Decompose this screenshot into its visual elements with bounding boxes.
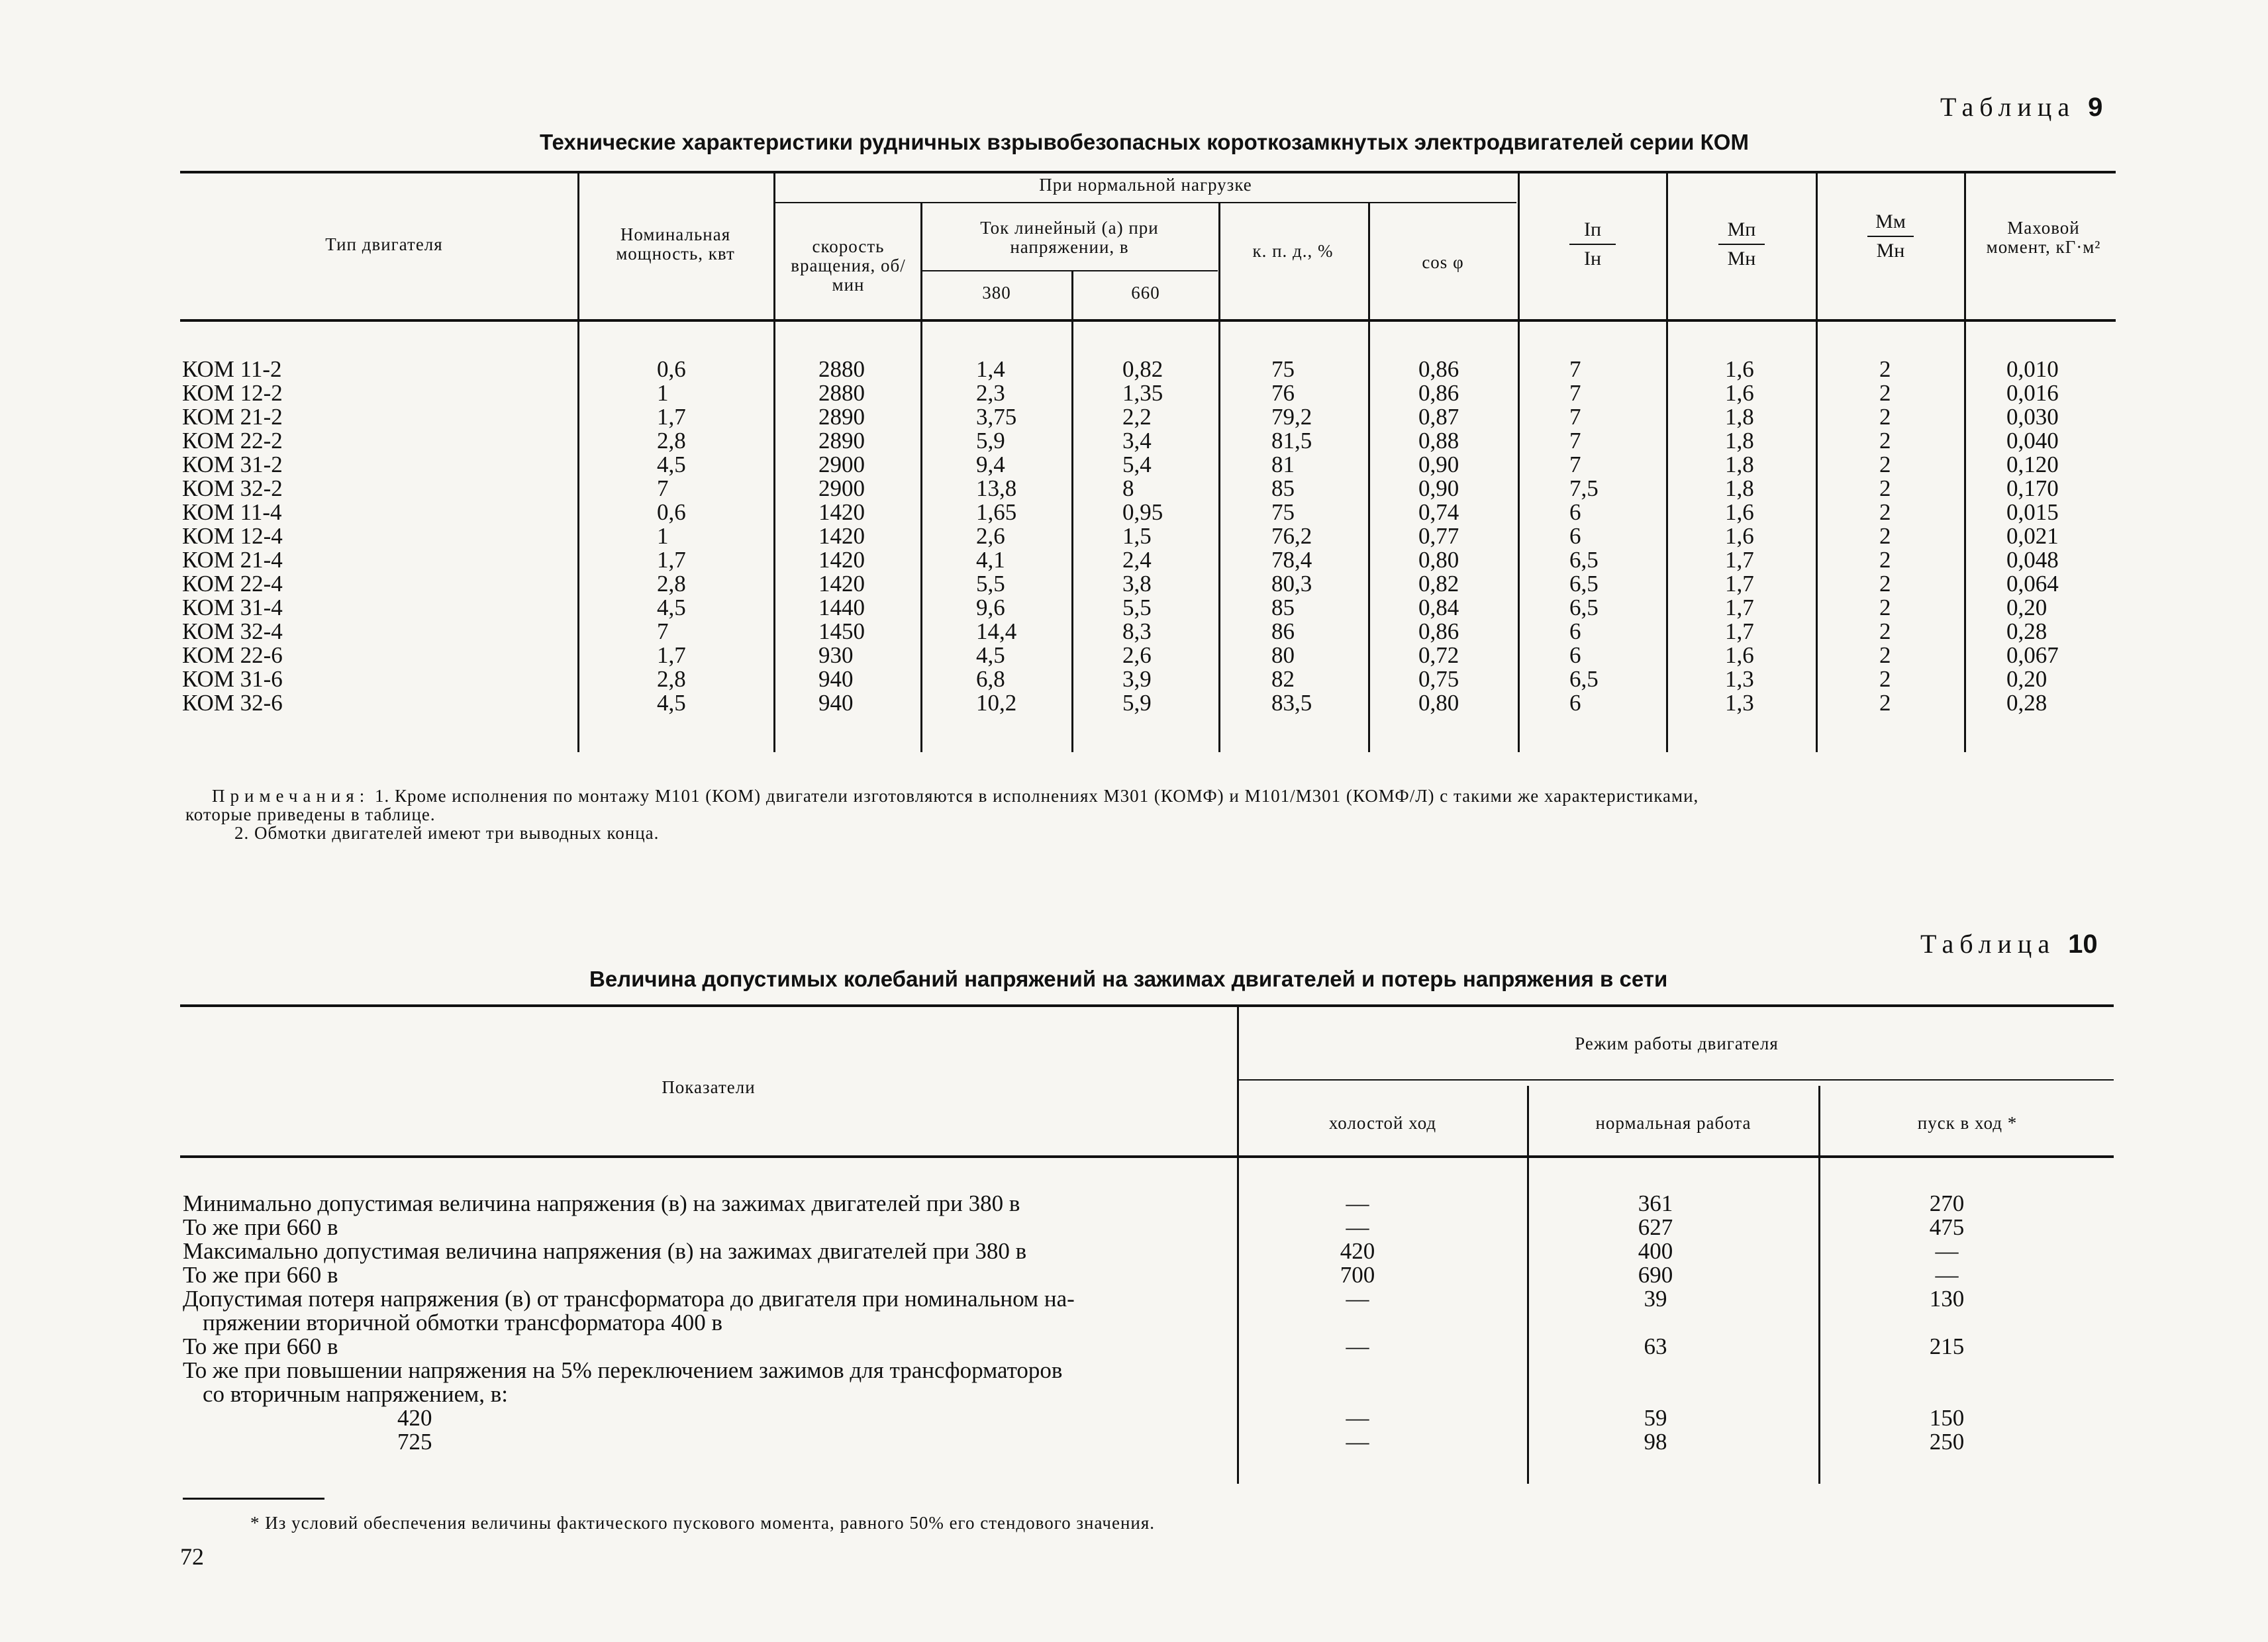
mp-denominator: Mн: [1727, 248, 1756, 269]
col-current-660-value: 0,95: [1122, 499, 1163, 525]
col-efficiency-value: 82: [1271, 666, 1295, 692]
table10-cell-start: 150: [1929, 1405, 1965, 1431]
table10-row-label: Допустимая потеря напряжения (в) от трансформатора до двигателя при номинальном на-: [183, 1286, 1075, 1312]
col-mm-mn-value: 2: [1879, 475, 1891, 501]
col-engine-type-value: КОМ 32-2: [182, 475, 283, 501]
col-current-380-value: 5,5: [976, 571, 1005, 597]
table10-cell-normal: 39: [1644, 1286, 1667, 1312]
table10-cell-normal: 400: [1638, 1238, 1673, 1264]
table10-cell-idle: —: [1346, 1405, 1369, 1431]
col-mp-mn-value: 1,7: [1725, 547, 1754, 573]
col-current-380-value: 14,4: [976, 618, 1017, 644]
col-flywheel-value: 0,20: [2006, 595, 2047, 620]
col-current-660-value: 2,6: [1122, 642, 1152, 668]
col-engine-type-value: КОМ 31-6: [182, 666, 283, 692]
note-1: 1. Кроме исполнения по монтажу М101 (КОМ) двигатели изготовляются в исполнениях М301 (КОМФ) и М101/М301 (КОМФ/Л) с такими же характеристиками,: [374, 786, 1699, 806]
col-current-660-value: 3,9: [1122, 666, 1152, 692]
col-flywheel-value: 0,015: [2006, 499, 2059, 525]
col-speed-value: 1420: [818, 499, 865, 525]
table10-row-label: со вторичным напряжением, в:: [203, 1381, 509, 1407]
col-engine-type-value: КОМ 22-6: [182, 642, 283, 668]
col-mp-mn-value: 1,6: [1725, 356, 1754, 382]
table10-cell-idle: —: [1346, 1286, 1369, 1312]
table9-top-rule: [180, 171, 2116, 173]
col-cos-phi-value: 0,90: [1418, 452, 1459, 477]
col-engine-type-value: КОМ 12-4: [182, 523, 283, 549]
col-flywheel-value: 0,28: [2006, 618, 2047, 644]
note-1-continued: которые приведены в таблице.: [185, 804, 436, 824]
col-mp-mn-value: 1,7: [1725, 571, 1754, 597]
table10-top-rule: [180, 1004, 2114, 1007]
col-mm-mn-value: 2: [1879, 404, 1891, 430]
table10-label-word: Таблица: [1920, 929, 2056, 959]
table10-cell-idle: —: [1346, 1429, 1369, 1455]
col-power-value: 4,5: [657, 595, 686, 620]
col-engine-type: [182, 358, 283, 715]
col-flywheel-value: 0,040: [2006, 428, 2059, 454]
col-efficiency-value: 85: [1271, 475, 1295, 501]
header-power: Номинальная мощность, квт: [616, 224, 735, 264]
header-mp-mn: [1685, 218, 1798, 270]
col-power-value: 4,5: [657, 690, 686, 716]
col-speed-value: 2890: [818, 428, 865, 454]
col-flywheel-value: 0,20: [2006, 666, 2047, 692]
col-engine-type-value: КОМ 21-2: [182, 404, 283, 430]
table9-vrule-2: [773, 173, 775, 752]
col-engine-type-value: КОМ 31-4: [182, 595, 283, 620]
table10-cell-normal: 59: [1644, 1405, 1667, 1431]
mp-numerator: Mп: [1727, 218, 1756, 240]
table10-cell-normal: 627: [1638, 1214, 1673, 1240]
col-efficiency-value: 81,5: [1271, 428, 1312, 454]
col-power-value: 0,6: [657, 499, 686, 525]
col-current-380-value: 5,9: [976, 428, 1005, 454]
table9-vrule-8: [1666, 173, 1668, 752]
col-mm-mn-value: 2: [1879, 642, 1891, 668]
col-engine-type-value: КОМ 22-2: [182, 428, 283, 454]
col-mm-mn-value: 2: [1879, 452, 1891, 477]
table10-title: Величина допустимых колебаний напряжений на зажимах двигателей и потерь напряжения в сети: [589, 967, 1668, 991]
table10-cell-idle: —: [1346, 1190, 1369, 1216]
table10-cell-start: 130: [1929, 1286, 1965, 1312]
table10-footnote: * Из условий обеспечения величины фактического пускового момента, равного 50% его стендового значения.: [250, 1513, 1156, 1533]
col-current-380-value: 2,6: [976, 523, 1005, 549]
col-mp-mn: [1725, 358, 1754, 715]
col-current-380-value: 4,1: [976, 547, 1005, 573]
table10-row-label: То же при 660 в: [183, 1262, 338, 1288]
col-ip-in-value: 6: [1569, 499, 1581, 525]
table10-cell-normal: 690: [1638, 1262, 1673, 1288]
table9-title: Технические характеристики рудничных взрывобезопасных короткозамкнутых электродвигателей серии КОМ: [540, 130, 1749, 154]
table9-normal-load-rule: [775, 202, 1516, 203]
col-current-660-value: 1,5: [1122, 523, 1152, 549]
col-power-value: 1,7: [657, 642, 686, 668]
col-speed-value: 930: [818, 642, 854, 668]
table9-label: [1940, 91, 2102, 122]
col-efficiency-value: 86: [1271, 618, 1295, 644]
header-v380: 380: [982, 283, 1011, 303]
col-flywheel-value: 0,28: [2006, 690, 2047, 716]
col-ip-in-value: 7: [1569, 404, 1581, 430]
col-cos-phi-value: 0,86: [1418, 618, 1459, 644]
col-current-660-value: 0,82: [1122, 356, 1163, 382]
col-efficiency-value: 80: [1271, 642, 1295, 668]
header-current: Ток линейный (а) при напряжении, в: [980, 218, 1159, 257]
table10-row-label: То же при 660 в: [183, 1214, 338, 1240]
col-flywheel-value: 0,064: [2006, 571, 2059, 597]
table10-label-number: 10: [2068, 930, 2098, 959]
col-ip-in-value: 7: [1569, 380, 1581, 406]
col-cos-phi-value: 0,86: [1418, 356, 1459, 382]
col-cos-phi-value: 0,88: [1418, 428, 1459, 454]
table10-cell-idle: —: [1346, 1333, 1369, 1359]
col-current-380-value: 1,4: [976, 356, 1005, 382]
table10-row-label: То же при повышении напряжения на 5% переключением зажимов для трансформаторов: [183, 1357, 1063, 1383]
table9-vrule-4: [1071, 271, 1073, 752]
col-power-value: 4,5: [657, 452, 686, 477]
table10-row-label: Минимально допустимая величина напряжения (в) на зажимах двигателей при 380 в: [183, 1190, 1020, 1216]
col-ip-in-value: 7: [1569, 356, 1581, 382]
notes-prefix: Примечания:: [212, 786, 370, 806]
col-speed-value: 1450: [818, 618, 865, 644]
col-cos-phi-value: 0,82: [1418, 571, 1459, 597]
col-power-value: 1: [657, 523, 669, 549]
col-mp-mn-value: 1,8: [1725, 428, 1754, 454]
col-ip-in-value: 6,5: [1569, 666, 1599, 692]
col-ip-in-value: 6,5: [1569, 571, 1599, 597]
ip-denominator: Iн: [1583, 248, 1602, 269]
col-mp-mn-value: 1,8: [1725, 452, 1754, 477]
col-cos-phi-value: 0,86: [1418, 380, 1459, 406]
col-power-value: 1,7: [657, 404, 686, 430]
table10-cell-start: 250: [1929, 1429, 1965, 1455]
table10-mode-rule: [1238, 1079, 2114, 1081]
col-mp-mn-value: 1,3: [1725, 690, 1754, 716]
table10-label: [1920, 928, 2098, 959]
col-current-660-value: 5,5: [1122, 595, 1152, 620]
col-current-660: [1122, 358, 1163, 715]
table10-row-label: 725: [397, 1429, 432, 1455]
col-mm-mn: [1879, 358, 1891, 715]
col-mm-mn-value: 2: [1879, 571, 1891, 597]
col-efficiency-value: 85: [1271, 595, 1295, 620]
table9-header-bottom-rule: [180, 319, 2116, 322]
col-speed-value: 2890: [818, 404, 865, 430]
table10-cell-idle: 700: [1340, 1262, 1375, 1288]
col-speed-value: 2900: [818, 475, 865, 501]
col-current-660-value: 3,4: [1122, 428, 1152, 454]
header-start: пуск в ход *: [1917, 1113, 2018, 1133]
col-efficiency-value: 76,2: [1271, 523, 1312, 549]
col-ip-in-value: 6: [1569, 618, 1581, 644]
col-engine-type-value: КОМ 12-2: [182, 380, 283, 406]
col-speed-value: 1420: [818, 571, 865, 597]
col-ip-in-value: 7,5: [1569, 475, 1599, 501]
col-cos-phi-value: 0,80: [1418, 690, 1459, 716]
col-flywheel-value: 0,170: [2006, 475, 2059, 501]
col-current-380-value: 9,6: [976, 595, 1005, 620]
col-engine-type-value: КОМ 31-2: [182, 452, 283, 477]
col-current-660-value: 8,3: [1122, 618, 1152, 644]
col-cos-phi-value: 0,84: [1418, 595, 1459, 620]
header-normal-operation: нормальная работа: [1595, 1113, 1751, 1133]
header-v660: 660: [1131, 283, 1160, 303]
col-cos-phi-value: 0,80: [1418, 547, 1459, 573]
col-speed-value: 2880: [818, 380, 865, 406]
header-flywheel: Маховой момент, кГ·м²: [1986, 218, 2101, 257]
table9-label-word: Таблица: [1940, 92, 2076, 122]
col-flywheel-value: 0,010: [2006, 356, 2059, 382]
col-efficiency-value: 83,5: [1271, 690, 1312, 716]
col-ip-in: [1569, 358, 1599, 715]
mm-numerator: Mм: [1875, 211, 1906, 232]
col-engine-type-value: КОМ 32-4: [182, 618, 283, 644]
col-cos-phi-value: 0,90: [1418, 475, 1459, 501]
col-current-380-value: 3,75: [976, 404, 1017, 430]
col-ip-in-value: 6,5: [1569, 595, 1599, 620]
col-power-value: 2,8: [657, 571, 686, 597]
page-number: 72: [180, 1543, 204, 1570]
table10-vrule-2: [1527, 1086, 1529, 1484]
col-power: [657, 358, 686, 715]
col-mp-mn-value: 1,6: [1725, 380, 1754, 406]
table10-cell-normal: 361: [1638, 1190, 1673, 1216]
col-mm-mn-value: 2: [1879, 618, 1891, 644]
col-ip-in-value: 6: [1569, 690, 1581, 716]
col-efficiency-value: 75: [1271, 356, 1295, 382]
col-mm-mn-value: 2: [1879, 666, 1891, 692]
table10-cell-start: 215: [1929, 1333, 1965, 1359]
header-speed: скорость вращения, об/мин: [791, 236, 906, 295]
header-indicators: Показатели: [662, 1077, 756, 1097]
col-mp-mn-value: 1,6: [1725, 523, 1754, 549]
col-mm-mn-value: 2: [1879, 356, 1891, 382]
col-cos-phi-value: 0,75: [1418, 666, 1459, 692]
col-cos-phi: [1418, 358, 1459, 715]
col-power-value: 1: [657, 380, 669, 406]
col-current-660-value: 3,8: [1122, 571, 1152, 597]
header-engine-type: Тип двигателя: [325, 234, 443, 254]
header-normal-load: При нормальной нагрузке: [1039, 175, 1252, 195]
header-mode: Режим работы двигателя: [1575, 1034, 1779, 1053]
col-mm-mn-value: 2: [1879, 380, 1891, 406]
col-power-value: 7: [657, 618, 669, 644]
col-mm-mn-value: 2: [1879, 523, 1891, 549]
col-current-380-value: 13,8: [976, 475, 1017, 501]
col-speed-value: 1420: [818, 523, 865, 549]
mm-denominator: Mн: [1876, 240, 1905, 262]
col-efficiency: [1271, 358, 1312, 715]
col-power-value: 1,7: [657, 547, 686, 573]
col-engine-type-value: КОМ 32-6: [182, 690, 283, 716]
table9-vrule-9: [1816, 173, 1818, 752]
table10-cell-start: 270: [1929, 1190, 1965, 1216]
table10-row-label: Максимально допустимая величина напряжения (в) на зажимах двигателей при 380 в: [183, 1238, 1027, 1264]
table10-cell-normal: 98: [1644, 1429, 1667, 1455]
col-speed: [818, 358, 865, 715]
col-engine-type-value: КОМ 11-4: [182, 499, 282, 525]
col-efficiency-value: 75: [1271, 499, 1295, 525]
col-current-660-value: 2,2: [1122, 404, 1152, 430]
col-mp-mn-value: 1,6: [1725, 499, 1754, 525]
col-flywheel-value: 0,048: [2006, 547, 2059, 573]
table10-vrule-1: [1237, 1007, 1239, 1484]
table10-cell-idle: —: [1346, 1214, 1369, 1240]
col-efficiency-value: 76: [1271, 380, 1295, 406]
col-power-value: 2,8: [657, 666, 686, 692]
col-ip-in-value: 6,5: [1569, 547, 1599, 573]
col-power-value: 7: [657, 475, 669, 501]
col-flywheel-value: 0,016: [2006, 380, 2059, 406]
col-efficiency-value: 78,4: [1271, 547, 1312, 573]
col-mm-mn-value: 2: [1879, 690, 1891, 716]
col-engine-type-value: КОМ 22-4: [182, 571, 283, 597]
col-ip-in-value: 7: [1569, 452, 1581, 477]
col-current-380-value: 9,4: [976, 452, 1005, 477]
col-current-380-value: 1,65: [976, 499, 1017, 525]
table10-row-label: 420: [397, 1405, 432, 1431]
col-speed-value: 940: [818, 666, 854, 692]
header-cos-phi: cos φ: [1422, 252, 1464, 272]
col-current-380-value: 6,8: [976, 666, 1005, 692]
header-efficiency: к. п. д., %: [1252, 241, 1334, 261]
col-mp-mn-value: 1,7: [1725, 595, 1754, 620]
col-speed-value: 940: [818, 690, 854, 716]
table10-cell-start: —: [1935, 1238, 1959, 1264]
footnote-rule: [183, 1498, 324, 1500]
table9-current-rule: [922, 270, 1218, 271]
col-ip-in-value: 7: [1569, 428, 1581, 454]
col-engine-type-value: КОМ 21-4: [182, 547, 283, 573]
col-current-660-value: 5,4: [1122, 452, 1152, 477]
col-ip-in-value: 6: [1569, 642, 1581, 668]
col-mm-mn-value: 2: [1879, 547, 1891, 573]
table9-vrule-5: [1218, 203, 1220, 752]
col-mm-mn-value: 2: [1879, 595, 1891, 620]
col-speed-value: 1440: [818, 595, 865, 620]
col-mp-mn-value: 1,8: [1725, 475, 1754, 501]
table9-vrule-3: [920, 203, 922, 752]
col-mp-mn-value: 1,3: [1725, 666, 1754, 692]
table10-cell-start: —: [1935, 1262, 1959, 1288]
col-current-380-value: 2,3: [976, 380, 1005, 406]
table10-header-bottom-rule: [180, 1155, 2114, 1158]
col-mp-mn-value: 1,7: [1725, 618, 1754, 644]
table10-row-label: То же при 660 в: [183, 1333, 338, 1359]
col-speed-value: 2900: [818, 452, 865, 477]
table9-vrule-1: [577, 173, 579, 752]
col-current-660-value: 1,35: [1122, 380, 1163, 406]
col-cos-phi-value: 0,77: [1418, 523, 1459, 549]
note-2: 2. Обмотки двигателей имеют три выводных конца.: [234, 823, 660, 843]
col-efficiency-value: 79,2: [1271, 404, 1312, 430]
table9-vrule-7: [1518, 173, 1520, 752]
table9-notes: [185, 786, 2119, 843]
col-speed-value: 1420: [818, 547, 865, 573]
table10-cell-start: 475: [1929, 1214, 1965, 1240]
table10-row-label: пряжении вторичной обмотки трансформатора 400 в: [203, 1310, 723, 1335]
ip-numerator: Iп: [1583, 218, 1602, 240]
col-cos-phi-value: 0,74: [1418, 499, 1459, 525]
col-mm-mn-value: 2: [1879, 428, 1891, 454]
table9-vrule-6: [1368, 203, 1370, 752]
col-flywheel-value: 0,067: [2006, 642, 2059, 668]
col-power-value: 2,8: [657, 428, 686, 454]
col-efficiency-value: 80,3: [1271, 571, 1312, 597]
col-power-value: 0,6: [657, 356, 686, 382]
col-flywheel-value: 0,021: [2006, 523, 2059, 549]
col-ip-in-value: 6: [1569, 523, 1581, 549]
header-ip-in: [1536, 218, 1649, 270]
col-speed-value: 2880: [818, 356, 865, 382]
col-current-660-value: 2,4: [1122, 547, 1152, 573]
col-flywheel-value: 0,120: [2006, 452, 2059, 477]
col-current-380-value: 10,2: [976, 690, 1017, 716]
col-cos-phi-value: 0,72: [1418, 642, 1459, 668]
col-current-660-value: 5,9: [1122, 690, 1152, 716]
col-current-660-value: 8: [1122, 475, 1134, 501]
col-engine-type-value: КОМ 11-2: [182, 356, 282, 382]
table10-cell-idle: 420: [1340, 1238, 1375, 1264]
col-cos-phi-value: 0,87: [1418, 404, 1459, 430]
col-current-380-value: 4,5: [976, 642, 1005, 668]
table9-label-number: 9: [2088, 93, 2103, 122]
table10-cell-normal: 63: [1644, 1333, 1667, 1359]
col-flywheel: [2006, 358, 2059, 715]
col-efficiency-value: 81: [1271, 452, 1295, 477]
col-mp-mn-value: 1,8: [1725, 404, 1754, 430]
col-mp-mn-value: 1,6: [1725, 642, 1754, 668]
table10-vrule-3: [1818, 1086, 1820, 1484]
header-mm-mn: [1834, 211, 1947, 262]
col-mm-mn-value: 2: [1879, 499, 1891, 525]
header-idle: холостой ход: [1328, 1113, 1437, 1133]
col-flywheel-value: 0,030: [2006, 404, 2059, 430]
table9-vrule-10: [1964, 173, 1966, 752]
col-current-380: [976, 358, 1016, 715]
